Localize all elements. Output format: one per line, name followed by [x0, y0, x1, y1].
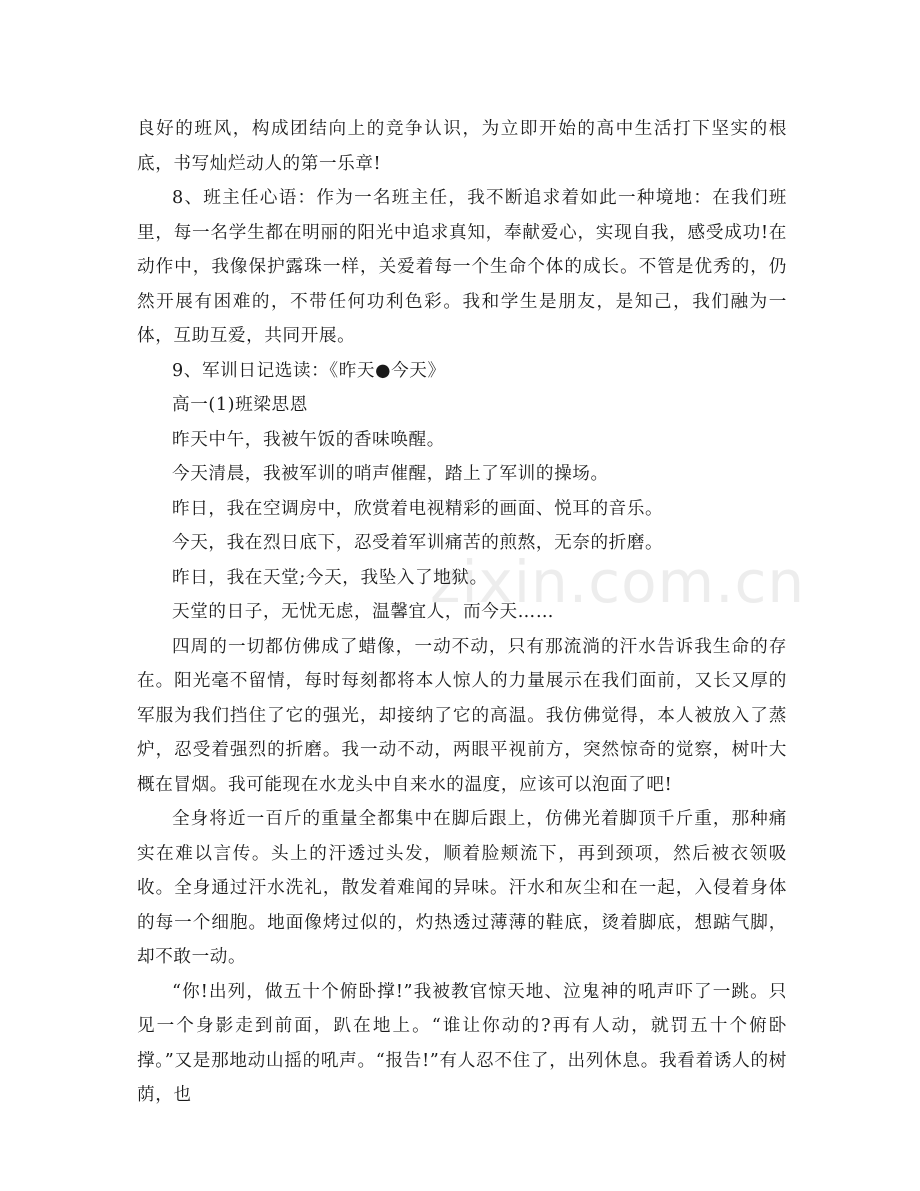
paragraph-today-sun: 今天，我在烈日底下，忍受着军训痛苦的煎熬，无奈的折磨。 [172, 533, 664, 553]
paragraph-diary-title: 9、军训日记选读：《昨天●今天》 [172, 360, 446, 381]
paragraph-surroundings: 四周的一切都仿佛成了蜡像，一动不动，只有那流淌的汗水告诉我生命的存在。阳光毫不留情，每时每刻都将本人惊人的力量展示在我们面前，又长又厚的军服为我们挡住了它的强光，却接纳了它的高温。我仿佛觉得，本人被放入了蒸炉，忍受着强烈的折磨。我一动不动，两眼平视前方，突然惊奇的觉察，树叶大概在冒烟。我可能现在水龙头中自来水的温度，应该可以泡面了吧! [137, 636, 787, 795]
paragraph-instructor-shout: “你!出列，做五十个俯卧撑!”我被教官惊天地、泣鬼神的吼声吓了一跳。只见一个身影走到前面，趴在地上。“谁让你动的?再有人动，就罚五十个俯卧撑。”又是那地动山摇的吼声。“报告!”有人忍不住了，出列休息。我看着诱人的树荫，也 [137, 981, 787, 1105]
paragraph-body-weight: 全身将近一百斤的重量全都集中在脚后跟上，仿佛光着脚顶千斤重，那种痛实在难以言传。头上的汗透过头发，顺着脸颊流下，再到颈项，然后被衣领吸收。全身通过汗水洗礼，散发着难闻的异味。汗水和灰尘和在一起，入侵着身体的每一个细胞。地面像烤过似的，灼热透过薄薄的鞋底，烫着脚底，想踮气脚，却不敢一动。 [137, 809, 787, 967]
paragraph-heaven-hell: 昨日，我在天堂;今天，我坠入了地狱。 [172, 567, 488, 588]
watermark: zixin.com.cn [430, 548, 806, 616]
document-body [137, 112, 787, 1113]
paragraph-class-atmosphere: 良好的班风，构成团结向上的竞争认识，为立即开始的高中生活打下坚实的根底，书写灿烂动人的第一乐章! [137, 119, 787, 174]
paragraph-today-morning: 今天清晨，我被军训的哨声催醒，踏上了军训的操场。 [172, 464, 609, 484]
paragraph-teacher-message: 8、班主任心语：作为一名班主任，我不断追求着如此一种境地：在我们班里，每一名学生都在明丽的阳光中追求真知，奉献爱心，实现自我，感受成功!在动作中，我像保护露珠一样，关爱着每一个生命个体的成长。不管是优秀的，仍然开展有困难的，不带任何功利色彩。我和学生是朋友，是知己，我们融为一体，互助互爱，共同开展。 [137, 188, 787, 346]
paragraph-yesterday-noon: 昨天中午，我被午饭的香味唤醒。 [172, 429, 445, 450]
paragraph-author: 高一(1)班梁思恩 [172, 395, 308, 415]
paragraph-heaven-days: 天堂的日子，无忧无虑，温馨宜人，而今天…… [172, 602, 555, 622]
paragraph-yesterday-room: 昨日，我在空调房中，欣赏着电视精彩的画面、悦耳的音乐。 [172, 498, 664, 519]
